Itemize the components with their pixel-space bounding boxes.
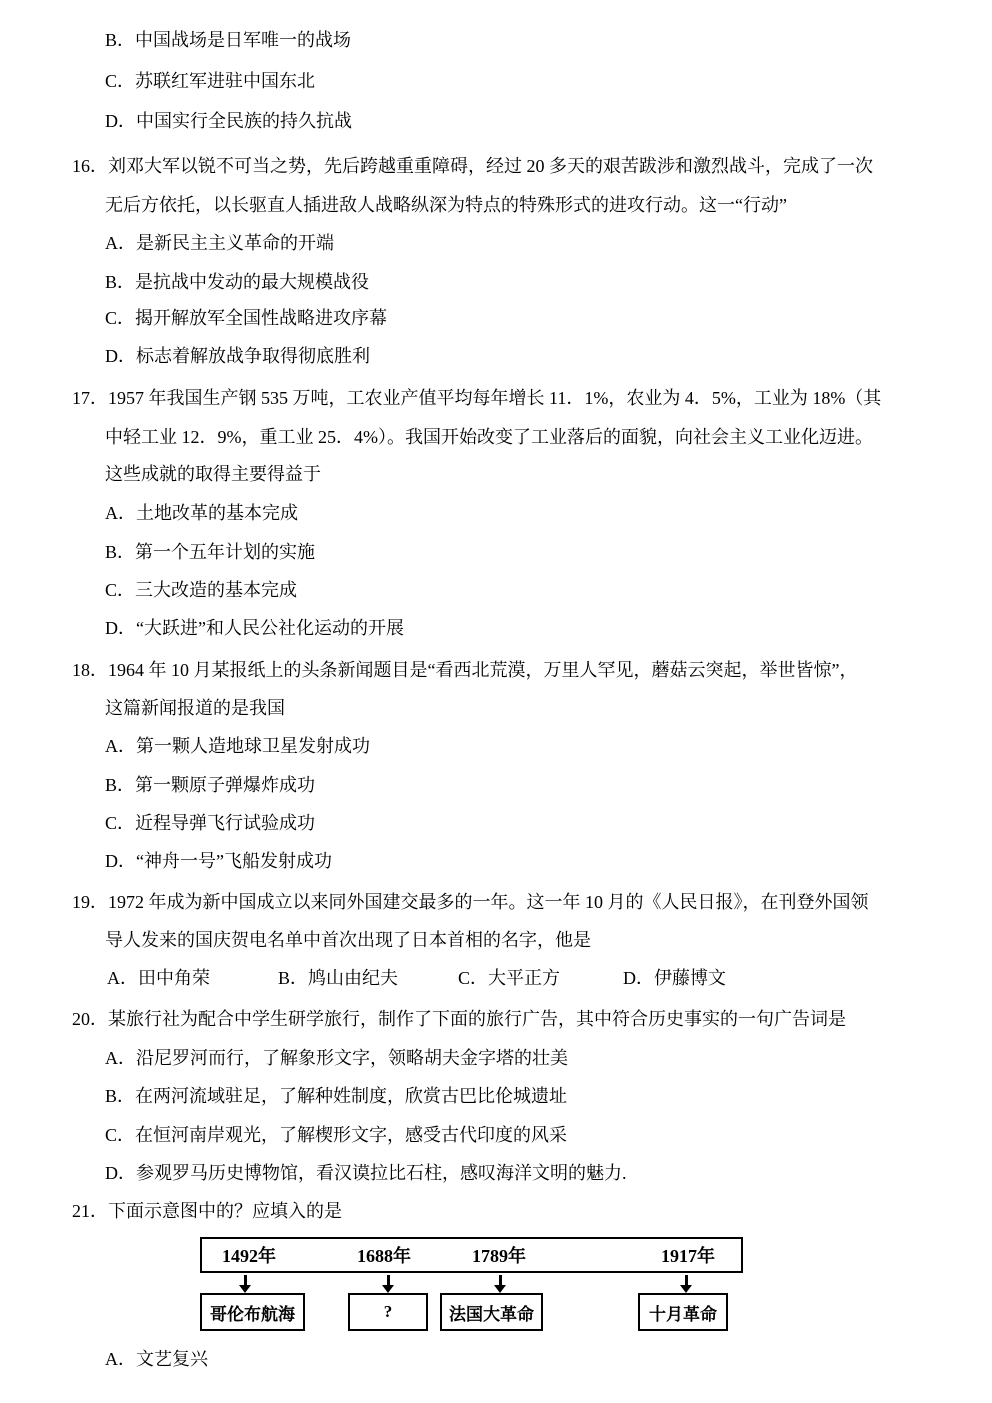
timeline-years-box — [200, 1237, 743, 1273]
q19-option-a: A．田中角荣 — [107, 968, 210, 988]
timeline-event-unknown: ? — [348, 1293, 428, 1331]
q17-option-c: C．三大改造的基本完成 — [105, 580, 298, 600]
q19-text-line2: 导人发来的国庆贺电名单中首次出现了日本首相的名字，他是 — [105, 930, 591, 950]
q17-option-b: B．第一个五年计划的实施 — [105, 542, 316, 562]
timeline-event-french-revolution: 法国大革命 — [440, 1293, 543, 1331]
timeline-year-1917: 1917年 — [661, 1246, 715, 1266]
timeline-event-columbus: 哥伦布航海 — [200, 1293, 305, 1331]
q19-text-line1: 19．1972 年成为新中国成立以来同外国建交最多的一年。这一年 10 月的《人民日报》，在刊登外国领 — [72, 892, 869, 912]
q16-text-line2: 无后方依托，以长驱直人插进敌人战略纵深为特点的特殊形式的进攻行动。这一“行动” — [105, 195, 787, 215]
q19-option-b: B．鸠山由纪夫 — [278, 968, 399, 988]
down-arrow-icon — [238, 1275, 252, 1293]
q20-option-c: C．在恒河南岸观光，了解楔形文字，感受古代印度的风采 — [105, 1125, 568, 1145]
q20-option-b: B．在两河流域驻足，了解种姓制度，欣赏古巴比伦城遗址 — [105, 1086, 568, 1106]
q20-text-line1: 20．某旅行社为配合中学生研学旅行，制作了下面的旅行广告，其中符合历史事实的一句广告词是 — [72, 1009, 846, 1029]
down-arrow-icon — [493, 1275, 507, 1293]
q18-option-b: B．第一颗原子弹爆炸成功 — [105, 775, 316, 795]
down-arrow-icon — [381, 1275, 395, 1293]
q17-option-d: D．“大跃进”和人民公社化运动的开展 — [105, 618, 404, 638]
q19-option-c: C．大平正方 — [458, 968, 561, 988]
q17-text-line2: 中轻工业 12．9%，重工业 25．4%）。我国开始改变了工业落后的面貌，向社会主义工业化迈进。 — [105, 427, 873, 447]
q18-option-a: A．第一颗人造地球卫星发射成功 — [105, 736, 370, 756]
q18-text-line1: 18．1964 年 10 月某报纸上的头条新闻题目是“看西北荒漠，万里人罕见，蘑菇云突起，举世皆惊”， — [72, 660, 858, 680]
q16-text-line1: 16．刘邓大军以锐不可当之势，先后跨越重重障碍，经过 20 多天的艰苦跋涉和激烈战斗，完成了一次 — [72, 156, 873, 176]
q19-option-d: D．伊藤博文 — [623, 968, 726, 988]
q16-option-d: D．标志着解放战争取得彻底胜利 — [105, 346, 370, 366]
q18-text-line2: 这篇新闻报道的是我国 — [105, 698, 285, 718]
q15-option-c: C．苏联红军进驻中国东北 — [105, 71, 316, 91]
q18-option-d: D．“神舟一号”飞船发射成功 — [105, 851, 332, 871]
q20-option-d: D．参观罗马历史博物馆，看汉谟拉比石柱，感叹海洋文明的魅力. — [105, 1163, 627, 1183]
q16-option-a: A．是新民主主义革命的开端 — [105, 233, 334, 253]
timeline-year-1492: 1492年 — [222, 1246, 276, 1266]
q18-option-c: C．近程导弹飞行试验成功 — [105, 813, 316, 833]
q16-option-b: B．是抗战中发动的最大规模战役 — [105, 272, 370, 292]
q17-text-line3: 这些成就的取得主要得益于 — [105, 464, 321, 484]
timeline-year-1688: 1688年 — [357, 1246, 411, 1266]
q15-option-b: B．中国战场是日军唯一的战场 — [105, 30, 352, 50]
q21-option-a: A．文艺复兴 — [105, 1349, 208, 1369]
q17-option-a: A．土地改革的基本完成 — [105, 503, 298, 523]
timeline-year-1789: 1789年 — [472, 1246, 526, 1266]
down-arrow-icon — [679, 1275, 693, 1293]
q17-text-line1: 17．1957 年我国生产钢 535 万吨，工农业产值平均每年增长 11．1%，农业为 4．5%，工业为 18%（其 — [72, 388, 882, 408]
q15-option-d: D．中国实行全民族的持久抗战 — [105, 111, 352, 131]
q16-option-c: C．揭开解放军全国性战略进攻序幕 — [105, 308, 388, 328]
q20-option-a: A．沿尼罗河而行，了解象形文字，领略胡夫金字塔的壮美 — [105, 1048, 568, 1068]
q21-text-line1: 21．下面示意图中的？应填入的是 — [72, 1201, 342, 1221]
timeline-event-october-revolution: 十月革命 — [638, 1293, 728, 1331]
